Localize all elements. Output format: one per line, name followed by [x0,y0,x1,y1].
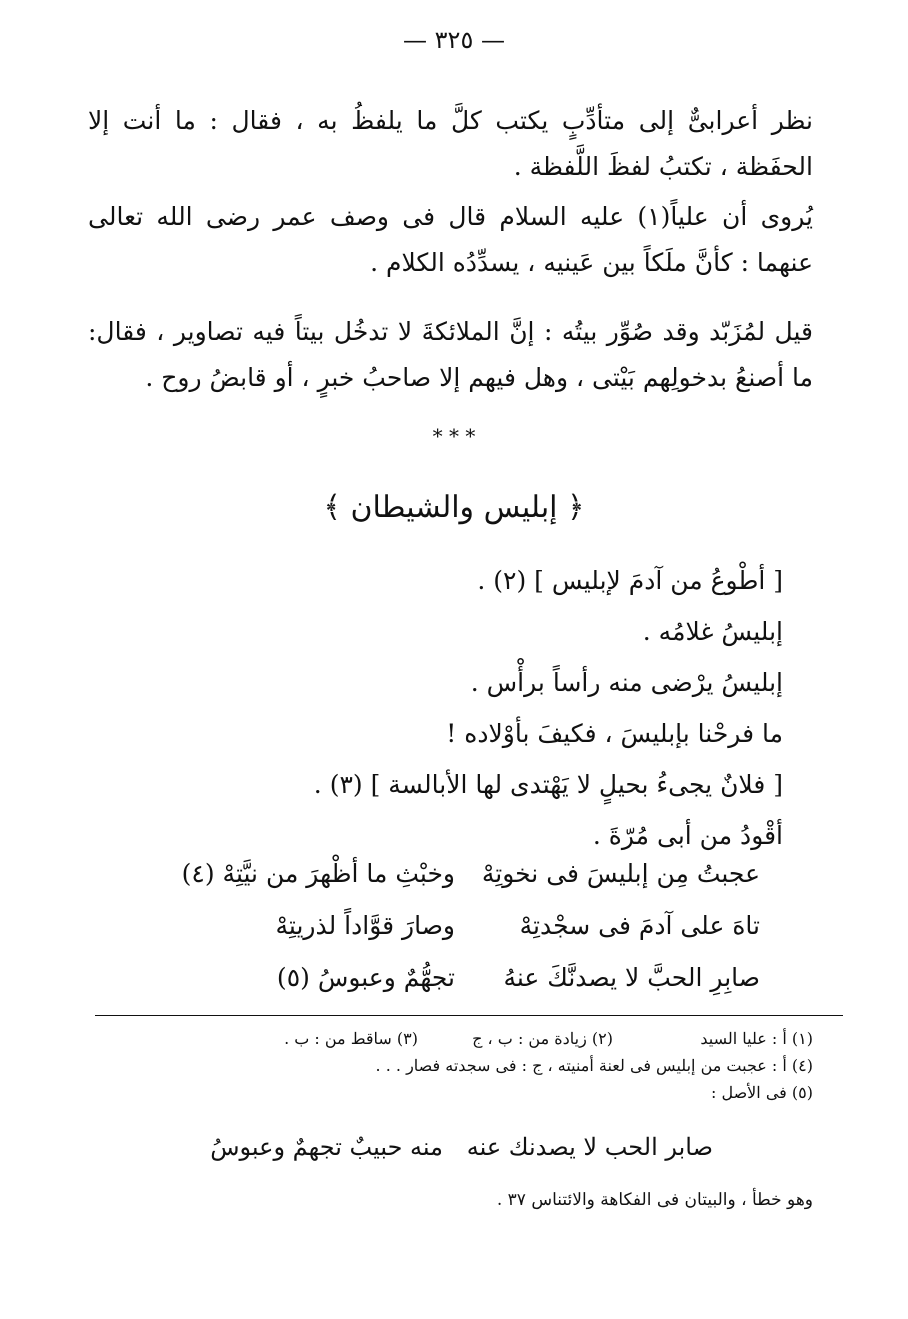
poem-verse [120,848,760,900]
footnote-5-note: وهو خطأ ، والبيتان فى الفكاهة والائتناس ٣٧ . [496,1190,813,1210]
quoted-second-hemistich: منه حبيبٌ تجهمٌ وعبوسُ [210,1133,443,1161]
proverb-line: [ أطْوعُ من آدمَ لإبليس ] (٢) . [477,566,783,595]
proverb-line: أقْودُ من أبى مُرّةَ . [592,821,783,850]
proverb-line: [ فلانٌ يجىءُ بحيلٍ لا يَهْتدى لها الأبالسة ] (٣) . [313,770,783,799]
section-title: ﴿ إبليس والشيطان ﴾ [323,490,585,525]
proverb-line: إبليسُ يرْضى منه رأساً برأْس . [470,668,783,697]
poem-verse [120,952,760,1004]
proverb-line: إبليسُ غلامُه . [642,617,783,646]
footnote-2: (٢) زيادة من : ب ، ج [472,1029,613,1048]
verse-first-hemistich: صابِرِ الحبَّ لا يصدنَّكَ عنهُ [503,963,760,992]
proverb-list [103,555,783,861]
verse-second-hemistich: وصارَ قوَّاداً لذريتِهْ [275,911,455,940]
verse-first-hemistich: تاهَ على آدمَ فى سجْدتِهْ [519,911,760,940]
footnote-separator [95,1015,843,1016]
poem-verse [120,900,760,952]
footnote-1: (١) أ : عليا السيد [700,1029,813,1048]
proverb-line: ما فرحْنا بإبليسَ ، فكيفَ بأوْلاده ! [446,719,783,748]
verse-second-hemistich: تجهُّمٌ وعبوسُ (٥) [276,963,455,992]
footnote-quoted-verse [210,1133,713,1161]
footnote-3: (٣) ساقط من : ب . [284,1029,418,1048]
paragraph-arabic-1: نظر أعرابىٌّ إلى متأدِّبٍ يكتب كلَّ ما يلفظُ به ، فقال : ما أنت إلا الحفَظة ، تكتبُ لفظَ اللَّفظة . [88,106,813,181]
verse-first-hemistich: عجبتُ مِن إبليسَ فى نخوتِهْ [481,859,760,888]
paragraph-arabic-2: يُروى أن علياً(١) عليه السلام قال فى وصف عمر رضى الله تعالى عنهما : كأنَّ ملَكاً بين عَينيه ، يسدِّدُه الكلام . [88,202,813,277]
footnote-5: (٥) فى الأصل : [711,1083,813,1102]
quoted-first-hemistich: صابر الحب لا يصدنك عنه [466,1133,713,1161]
verse-second-hemistich: وخبْثِ ما أظْهرَ من نيَّتِهْ (٤) [181,859,455,888]
paragraph-arabic-3: قيل لمُزَبّد وقد صُوِّر بيتُه : إنَّ الملائكةَ لا تدخُل بيتاً فيه تصاوير ، فقال: ما أصنعُ بدخولِهم بَيْتى ، وهل فيهم إلا صاحبُ خبرٍ ، أو قابضُ روح . [88,317,813,392]
page-number: — ٣٢٥ — [403,26,505,54]
section-divider-stars: * * * [432,424,476,448]
footnote-line [83,1026,813,1051]
poem [120,848,760,1004]
footnote-4: (٤) أ : عجبت من إبليس فى لعنة أمنيته ، ج : فى سجدته فصار . . . [375,1056,813,1075]
